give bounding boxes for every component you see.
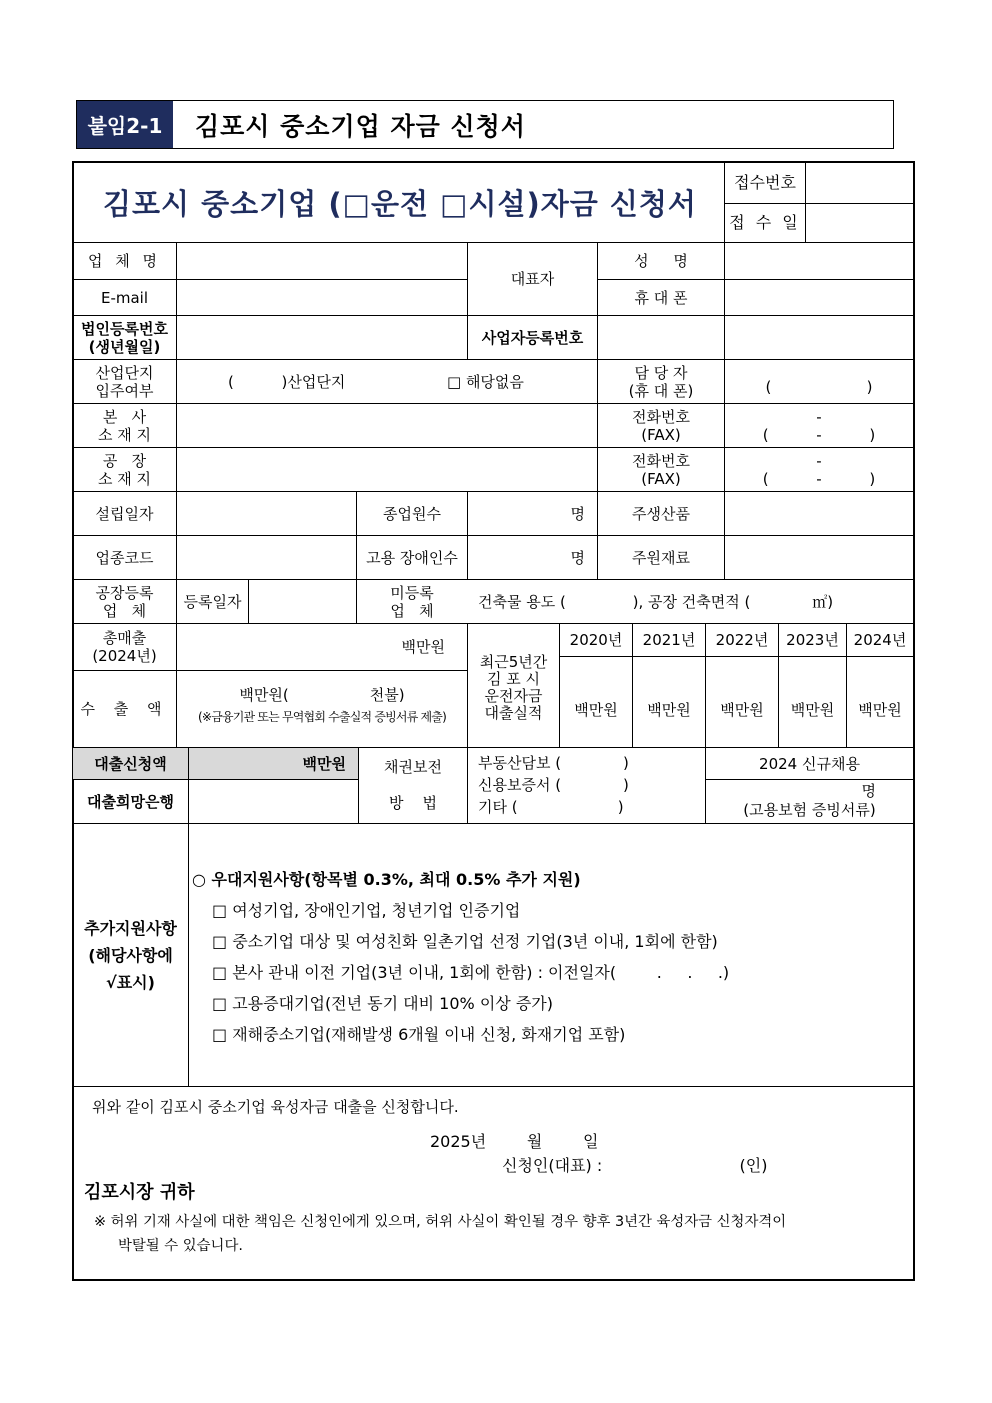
receipt-number-field[interactable] bbox=[806, 162, 913, 203]
loan-amount-label: 대출신청액 bbox=[94, 754, 167, 773]
industrial-label bbox=[73, 360, 176, 403]
disclaimer-line2: 박탈될 수 있습니다. bbox=[118, 1238, 243, 1254]
disabled-employees-field[interactable]: 명 bbox=[570, 548, 585, 567]
industrial-value[interactable]: ( )산업단지 bbox=[228, 372, 346, 391]
collateral-other[interactable]: 기타 ( ) bbox=[478, 798, 624, 816]
factory-phone-value: - bbox=[816, 451, 822, 470]
additional-support-label bbox=[73, 824, 188, 1086]
main-material-label: 주원재료 bbox=[632, 548, 690, 567]
document-header bbox=[76, 100, 894, 149]
founded-label: 설립일자 bbox=[95, 504, 154, 523]
manager-label-line1: 담 당 자 bbox=[634, 363, 688, 382]
manager-field[interactable]: ( ) bbox=[765, 377, 873, 396]
loan-amount-field[interactable]: 백만원 bbox=[302, 754, 346, 773]
hq-phone-value: - bbox=[816, 407, 822, 426]
preferred-bank-field[interactable] bbox=[189, 780, 358, 823]
company-name-label: 업 체 명 bbox=[87, 252, 161, 270]
email-field[interactable] bbox=[177, 280, 467, 315]
factory-label-line1: 공 장 bbox=[102, 451, 147, 470]
new-hire-note: (고용보험 증빙서류) bbox=[743, 801, 876, 819]
factory-label-line2: 소 재 지 bbox=[97, 469, 151, 488]
support-option-family-friendly[interactable]: □ 중소기업 대상 및 여성친화 일촌기업 선정 기업(3년 이내, 1회에 한함) bbox=[212, 932, 718, 951]
not-applicable-checkbox[interactable]: □ 해당없음 bbox=[447, 372, 524, 391]
loan-history-label bbox=[468, 648, 559, 728]
main-product-field[interactable] bbox=[725, 492, 913, 535]
sales-label-line1: 총매출 bbox=[102, 629, 147, 647]
biz-reg-field[interactable] bbox=[598, 316, 913, 359]
loan-2024-field[interactable]: 백만원 bbox=[858, 701, 902, 719]
hq-label-line2: 소 재 지 bbox=[97, 425, 151, 444]
year-2020-header: 2020년 bbox=[569, 631, 623, 649]
corp-reg-label bbox=[73, 316, 176, 359]
year-2023-header: 2023년 bbox=[786, 631, 839, 649]
new-hire-label: 2024 신규채용 bbox=[759, 754, 860, 773]
collateral-label-line1: 채권보전 bbox=[384, 758, 442, 776]
hq-address-field[interactable] bbox=[177, 404, 597, 447]
loan-2022-field[interactable]: 백만원 bbox=[720, 701, 764, 719]
main-product-label: 주생산품 bbox=[632, 504, 690, 523]
manager-label-line2: (휴 대 폰) bbox=[628, 381, 694, 400]
preferential-support-heading: ○ 우대지원사항(항목별 0.3%, 최대 0.5% 추가 지원) bbox=[192, 870, 581, 889]
applicant-signature[interactable]: 신청인(대표) : (인) bbox=[502, 1156, 768, 1175]
reg-date-field[interactable] bbox=[249, 580, 356, 623]
hq-phone-label-line1: 전화번호 bbox=[632, 407, 690, 426]
factory-reg-label-line2: 업 체 bbox=[102, 601, 147, 620]
company-name-field[interactable] bbox=[177, 243, 467, 279]
support-option-employment-increase[interactable]: □ 고용증대기업(전년 동기 대비 10% 이상 증가) bbox=[212, 994, 553, 1013]
support-label-line2: (해당사항에 bbox=[88, 945, 173, 965]
loan-history-line4: 대출실적 bbox=[484, 704, 543, 722]
hq-fax-label-line2: (FAX) bbox=[641, 425, 681, 444]
application-statement: 위와 같이 김포시 중소기업 육성자금 대출을 신청합니다. bbox=[92, 1098, 459, 1116]
factory-phone-field[interactable] bbox=[725, 448, 913, 491]
hq-label-line1: 본 사 bbox=[102, 407, 147, 426]
support-option-relocation[interactable]: □ 본사 관내 이전 기업(3년 이내, 1회에 한함) : 이전일자( . . .) bbox=[212, 963, 730, 982]
ceo-name-field[interactable] bbox=[725, 243, 913, 279]
unreg-label-line1: 미등록 bbox=[390, 583, 434, 602]
unreg-label-line2: 업 체 bbox=[390, 601, 434, 620]
hq-phone-label bbox=[598, 404, 724, 447]
support-label-line1: 추가지원사항 bbox=[84, 918, 177, 938]
hq-fax-value: ( - ) bbox=[762, 425, 876, 444]
export-note: (※금융기관 또는 무역협회 수출실적 증빙서류 제출) bbox=[198, 710, 446, 724]
factory-phone-label-line1: 전화번호 bbox=[632, 451, 690, 470]
year-2021-header: 2021년 bbox=[642, 631, 696, 649]
loan-history-line3: 운전자금 bbox=[484, 687, 543, 705]
receipt-number-label: 접수번호 bbox=[734, 172, 796, 192]
export-label: 수 출 액 bbox=[80, 700, 169, 718]
collateral-real-estate[interactable]: 부동산담보 ( ) bbox=[478, 754, 629, 772]
hq-address-label bbox=[73, 404, 176, 447]
mobile-label: 휴 대 폰 bbox=[634, 288, 688, 307]
year-2024-header: 2024년 bbox=[853, 631, 907, 649]
founded-field[interactable] bbox=[177, 492, 356, 535]
receipt-date-label: 접 수 일 bbox=[729, 213, 801, 232]
loan-2020-field[interactable]: 백만원 bbox=[574, 701, 618, 719]
year-2022-header: 2022년 bbox=[715, 631, 769, 649]
corp-reg-label-line1: 법인등록번호 bbox=[81, 319, 168, 338]
support-option-certified[interactable]: □ 여성기업, 장애인기업, 청년기업 인증기업 bbox=[212, 901, 521, 920]
mobile-field[interactable] bbox=[725, 280, 913, 315]
total-sales-field[interactable]: 백만원 bbox=[401, 638, 445, 656]
corp-reg-label-line2: (생년월일) bbox=[88, 337, 161, 356]
disabled-employees-label: 고용 장애인수 bbox=[366, 548, 458, 567]
industrial-label-line2: 입주여부 bbox=[95, 381, 154, 400]
industrial-label-line1: 산업단지 bbox=[95, 363, 154, 382]
support-label-line3: √표시) bbox=[106, 972, 155, 992]
employees-label: 종업원수 bbox=[383, 504, 441, 523]
application-date[interactable]: 2025년 월 일 bbox=[430, 1132, 599, 1151]
main-material-field[interactable] bbox=[725, 536, 913, 579]
ceo-name-label: 성 명 bbox=[634, 252, 688, 270]
total-sales-label bbox=[73, 624, 176, 670]
disclaimer-line1: ※ 허위 기재 사실에 대한 책임은 신청인에게 있으며, 허위 사실이 확인될 경우 향후 3년간 육성자금 신청자격이 bbox=[94, 1214, 787, 1230]
industry-code-field[interactable] bbox=[177, 536, 356, 579]
manager-label bbox=[598, 360, 724, 403]
export-field[interactable]: 백만원( 천불) bbox=[239, 686, 405, 704]
hq-phone-field[interactable] bbox=[725, 404, 913, 447]
ceo-label: 대표자 bbox=[510, 270, 555, 288]
collateral-credit-guarantee[interactable]: 신용보증서 ( ) bbox=[478, 776, 629, 794]
new-hire-field[interactable]: 명 bbox=[861, 782, 876, 800]
factory-fax-label-line2: (FAX) bbox=[641, 469, 681, 488]
employees-field[interactable]: 명 bbox=[570, 504, 585, 523]
factory-phone-label bbox=[598, 448, 724, 491]
factory-reg-label bbox=[73, 580, 176, 623]
preferred-bank-label: 대출희망은행 bbox=[87, 792, 174, 811]
form-title: 김포시 중소기업 (□운전 □시설)자금 신청서 bbox=[103, 186, 697, 221]
unregistered-label bbox=[357, 580, 467, 623]
sales-label-line2: (2024년) bbox=[92, 647, 157, 665]
factory-fax-value: ( - ) bbox=[762, 469, 876, 488]
email-label: E-mail bbox=[100, 288, 149, 307]
addressee: 김포시장 귀하 bbox=[84, 1182, 195, 1203]
collateral-label-line2: 방 법 bbox=[388, 794, 438, 812]
factory-address-field[interactable] bbox=[177, 448, 597, 491]
document-title: 김포시 중소기업 자금 신청서 bbox=[195, 111, 526, 141]
reg-date-label: 등록일자 bbox=[183, 592, 242, 611]
industry-code-label: 업종코드 bbox=[95, 548, 154, 567]
corp-reg-field[interactable] bbox=[177, 316, 467, 359]
attachment-tag: 붙임2-1 bbox=[77, 101, 173, 148]
loan-history-line1: 최근5년간 bbox=[479, 653, 548, 671]
factory-reg-label-line1: 공장등록 bbox=[95, 583, 154, 602]
support-option-disaster[interactable]: □ 재해중소기업(재해발생 6개월 이내 신청, 화재기업 포함) bbox=[212, 1025, 626, 1044]
building-info-field[interactable]: 건축물 용도 ( ), 공장 건축면적 ( ㎡) bbox=[478, 592, 834, 611]
biz-reg-label: 사업자등록번호 bbox=[481, 328, 584, 347]
loan-2021-field[interactable]: 백만원 bbox=[647, 701, 691, 719]
loan-2023-field[interactable]: 백만원 bbox=[790, 701, 835, 719]
loan-history-line2: 김 포 시 bbox=[486, 670, 540, 688]
factory-address-label bbox=[73, 448, 176, 491]
receipt-date-field[interactable] bbox=[806, 204, 913, 242]
